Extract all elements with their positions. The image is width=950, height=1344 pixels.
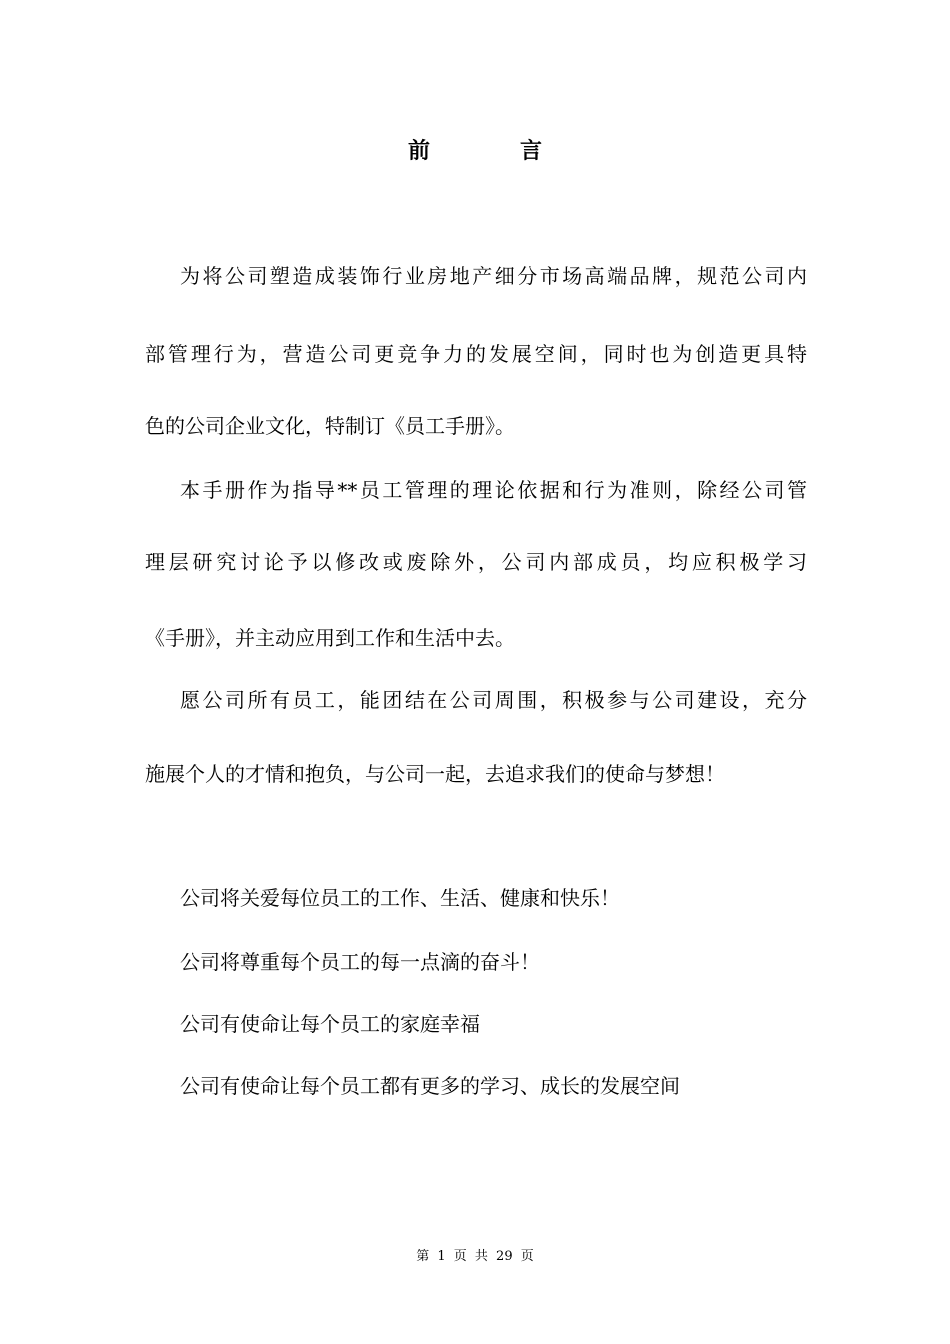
paragraph-line: 为将公司塑造成装饰行业房地产细分市场高端品牌，规范公司内	[180, 264, 807, 288]
paragraph-line: 理层研究讨论予以修改或废除外，公司内部成员，均应积极学习	[145, 550, 807, 574]
paragraph-line: 愿公司所有员工，能团结在公司周围，积极参与公司建设，充分	[180, 688, 807, 712]
slogan-item: 公司有使命让每个员工都有更多的学习、成长的发展空间	[180, 1074, 680, 1098]
paragraph-line: 本手册作为指导**员工管理的理论依据和行为准则，除经公司管	[180, 478, 807, 502]
paragraph-line: 施展个人的才情和抱负，与公司一起，去追求我们的使命与梦想！	[145, 762, 725, 786]
page-footer: 第 1 页 共 29 页	[416, 1249, 534, 1264]
page-title: 前 言	[407, 138, 576, 164]
slogan-item: 公司将关爱每位员工的工作、生活、健康和快乐！	[180, 886, 620, 910]
paragraph-line: 部管理行为，营造公司更竞争力的发展空间，同时也为创造更具特	[145, 342, 807, 366]
paragraph-line: 色的公司企业文化，特制订《员工手册》。	[145, 414, 515, 438]
slogan-item: 公司将尊重每个员工的每一点滴的奋斗！	[180, 950, 540, 974]
slogan-item: 公司有使命让每个员工的家庭幸福	[180, 1012, 480, 1036]
paragraph-line: 《手册》，并主动应用到工作和生活中去。	[145, 626, 515, 650]
